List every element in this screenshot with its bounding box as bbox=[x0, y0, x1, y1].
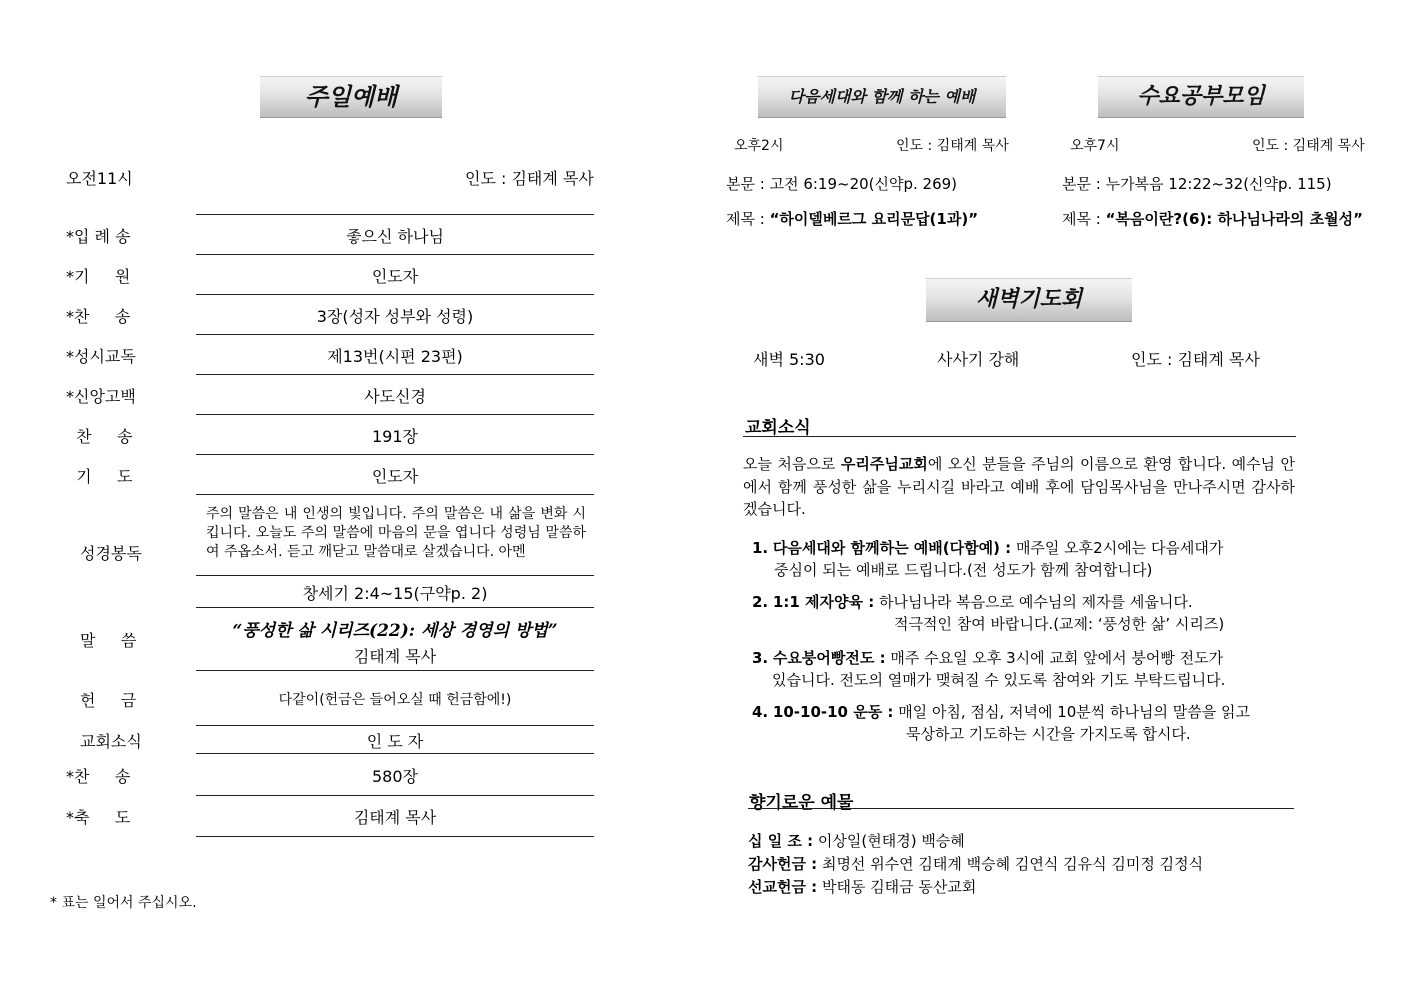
notice-item-head: 1:1 제자양육 : bbox=[772, 593, 875, 611]
wednesday-leader: 인도 : 김태계 목사 bbox=[1252, 138, 1365, 154]
wednesday-title: 수요공부모임 bbox=[1137, 84, 1265, 109]
wednesday-time: 오후7시 bbox=[1070, 138, 1120, 154]
notice-item-4-line2: 묵상하고 기도하는 시간을 가지도록 합시다. bbox=[906, 725, 1191, 743]
dawn-leader: 인도 : 김태계 목사 bbox=[1131, 350, 1260, 369]
order-label-entrance: *입 례 송 bbox=[66, 227, 131, 246]
next-gen-subject bbox=[726, 208, 978, 229]
order-line bbox=[196, 753, 594, 754]
order-value-prayer: 인도자 bbox=[371, 467, 419, 486]
next-gen-subject-value: “하이델베르그 요리문답(1과)” bbox=[769, 210, 979, 228]
notice-item-head: 10-10-10 운동 : bbox=[772, 703, 894, 721]
notice-item-num: 2. bbox=[752, 593, 769, 611]
order-value-hymn-1: 3장(성자 성부와 성령) bbox=[316, 307, 474, 326]
order-label-benediction: *축 도 bbox=[66, 808, 131, 827]
notice-item-3 bbox=[752, 647, 1297, 669]
order-label-creed: *신앙고백 bbox=[66, 387, 136, 406]
offering-row-mission bbox=[748, 876, 976, 897]
order-label-hymn-1: *찬 송 bbox=[66, 307, 131, 326]
notice-item-head: 다음세대와 함께하는 예배(다함예) : bbox=[772, 539, 1012, 557]
order-line bbox=[196, 454, 594, 455]
order-line bbox=[196, 836, 594, 837]
order-line bbox=[196, 334, 594, 335]
notice-church-name: 우리주님교회 bbox=[840, 455, 928, 473]
order-line bbox=[196, 214, 594, 215]
offerings-title-rule bbox=[748, 808, 1294, 809]
order-label-news: 교회소식 bbox=[80, 732, 142, 751]
news-value: 인 도 자 bbox=[366, 732, 424, 751]
order-label-offering: 헌 금 bbox=[80, 691, 137, 710]
notice-item-1-line2: 중심이 되는 예배로 드립니다.(전 성도가 함께 참여합니다) bbox=[774, 561, 1153, 579]
notice-intro bbox=[743, 453, 1295, 521]
order-label-hymn-2: 찬 송 bbox=[66, 427, 133, 446]
offering-row-thanks bbox=[748, 853, 1203, 874]
next-gen-subject-label: 제목 : bbox=[726, 210, 770, 228]
order-value-benediction: 김태계 목사 bbox=[353, 808, 437, 827]
offering-row-label: 감사헌금 : bbox=[748, 855, 818, 873]
sermon-title: “풍성한 삶 시리즈(22): 세상 경영의 방법” bbox=[232, 621, 558, 641]
order-line bbox=[196, 795, 594, 796]
scripture-passage: 창세기 2:4~15(구약p. 2) bbox=[302, 584, 488, 603]
next-gen-text-label: 본문 : bbox=[726, 175, 770, 193]
order-line bbox=[196, 494, 594, 495]
wednesday-title-box bbox=[1098, 76, 1304, 118]
notice-title: 교회소식 bbox=[745, 418, 811, 438]
next-gen-title-box bbox=[758, 76, 1006, 118]
next-gen-title: 다음세대와 함께 하는 예배 bbox=[788, 87, 976, 106]
order-label-sermon: 말 씀 bbox=[80, 631, 137, 650]
notice-item-2-line2: 적극적인 참여 바랍니다.(교제: ‘풍성한 삶’ 시리즈) bbox=[894, 615, 1225, 633]
dawn-topic: 사사기 강해 bbox=[937, 350, 1020, 369]
order-line bbox=[196, 294, 594, 295]
wednesday-subject-label: 제목 : bbox=[1062, 210, 1106, 228]
notice-item-line1: 하나님나라 복음으로 예수님의 제자를 세웁니다. bbox=[874, 593, 1193, 611]
sunday-worship-title-box bbox=[260, 76, 442, 118]
sunday-worship-title: 주일예배 bbox=[304, 83, 398, 111]
notice-intro-a: 오늘 처음으로 bbox=[743, 455, 841, 473]
notice-item-head: 수요붕어빵전도 : bbox=[772, 649, 886, 667]
notice-item-1 bbox=[752, 537, 1297, 559]
order-line bbox=[196, 607, 594, 608]
notice-item-2 bbox=[752, 591, 1297, 613]
offering-row-names: 최명선 위수연 김태계 백승혜 김연식 김유식 김미정 김정식 bbox=[817, 855, 1204, 873]
order-line bbox=[196, 670, 594, 671]
order-line bbox=[196, 725, 594, 726]
offerings-title: 향기로운 예물 bbox=[749, 793, 854, 813]
scripture-prayer: 주의 말씀은 내 인생의 빛입니다. 주의 말씀은 내 삶을 변화 시킵니다. 오늘도 주의 말씀에 마음의 문을 엽니다 성령님 말씀하여 주옵소서. 듣고 깨닫고 말씀대로 살겠습니다. 아멘 bbox=[206, 506, 586, 560]
offering-row-names: 이상일(현태경) 백승혜 bbox=[813, 832, 965, 850]
dawn-title: 새벽기도회 bbox=[975, 287, 1083, 312]
offering-value: 다같이(헌금은 들어오실 때 헌금함에!) bbox=[278, 692, 512, 708]
notice-item-num: 4. bbox=[752, 703, 769, 721]
order-label-hymn-3: *찬 송 bbox=[66, 767, 131, 786]
order-line bbox=[196, 254, 594, 255]
notice-intro-b: 에 오신 분들을 주님의 이름으로 환영 합니다. 예수님 안에서 함께 풍성한 삶을 누리시길 바라고 예배 후에 담임목사님을 만나주시면 감사하겠습니다. bbox=[743, 455, 1295, 518]
notice-item-4 bbox=[752, 701, 1297, 723]
notice-item-line1: 매주일 오후2시에는 다음세대가 bbox=[1011, 539, 1224, 557]
next-gen-text-value: 고전 6:19~20(신약p. 269) bbox=[769, 175, 958, 193]
order-value-responsive-reading: 제13번(시편 23편) bbox=[327, 347, 463, 366]
dawn-time: 새벽 5:30 bbox=[753, 350, 825, 369]
order-label-prayer: 기 도 bbox=[66, 467, 133, 486]
next-gen-text bbox=[726, 173, 957, 194]
order-label-scripture: 성경봉독 bbox=[80, 544, 142, 563]
offering-row-label: 십 일 조 : bbox=[748, 832, 814, 850]
sermon-preacher: 김태계 목사 bbox=[353, 647, 437, 666]
order-label-responsive-reading: *성시교독 bbox=[66, 347, 136, 366]
order-line bbox=[196, 374, 594, 375]
wednesday-text-value: 누가복음 12:22~32(신약p. 115) bbox=[1105, 175, 1332, 193]
wednesday-text bbox=[1062, 173, 1332, 194]
offering-row-names: 박태동 김태금 동산교회 bbox=[817, 878, 977, 896]
dawn-title-box bbox=[926, 278, 1132, 322]
wednesday-subject-value: “복음이란?(6): 하나님나라의 초월성” bbox=[1105, 210, 1363, 228]
order-value-invocation: 인도자 bbox=[371, 267, 419, 286]
order-value-creed: 사도신경 bbox=[364, 387, 426, 406]
notice-title-rule bbox=[743, 436, 1296, 437]
next-gen-time: 오후2시 bbox=[734, 138, 784, 154]
notice-item-line1: 매일 아침, 점심, 저녁에 10분씩 하나님의 말씀을 읽고 bbox=[893, 703, 1250, 721]
notice-item-num: 3. bbox=[752, 649, 769, 667]
wednesday-subject bbox=[1062, 208, 1363, 229]
notice-item-3-line2: 있습니다. 전도의 열매가 맺혀질 수 있도록 참여와 기도 부탁드립니다. bbox=[772, 671, 1226, 689]
offering-row-tithe bbox=[748, 830, 965, 851]
order-label-invocation: *기 원 bbox=[66, 267, 131, 286]
sunday-worship-leader: 인도 : 김태계 목사 bbox=[465, 169, 594, 188]
standing-footnote: * 표는 일어서 주십시오. bbox=[50, 895, 197, 911]
order-value-hymn-3: 580장 bbox=[372, 767, 418, 786]
wednesday-text-label: 본문 : bbox=[1062, 175, 1106, 193]
order-value-entrance: 좋으신 하나님 bbox=[346, 227, 444, 246]
notice-item-line1: 매주 수요일 오후 3시에 교회 앞에서 붕어빵 전도가 bbox=[885, 649, 1224, 667]
notice-item-num: 1. bbox=[752, 539, 769, 557]
next-gen-leader: 인도 : 김태계 목사 bbox=[896, 138, 1009, 154]
order-line bbox=[196, 575, 594, 576]
sunday-worship-time: 오전11시 bbox=[66, 169, 133, 188]
order-line bbox=[196, 414, 594, 415]
offering-row-label: 선교헌금 : bbox=[748, 878, 818, 896]
order-value-hymn-2: 191장 bbox=[372, 427, 418, 446]
